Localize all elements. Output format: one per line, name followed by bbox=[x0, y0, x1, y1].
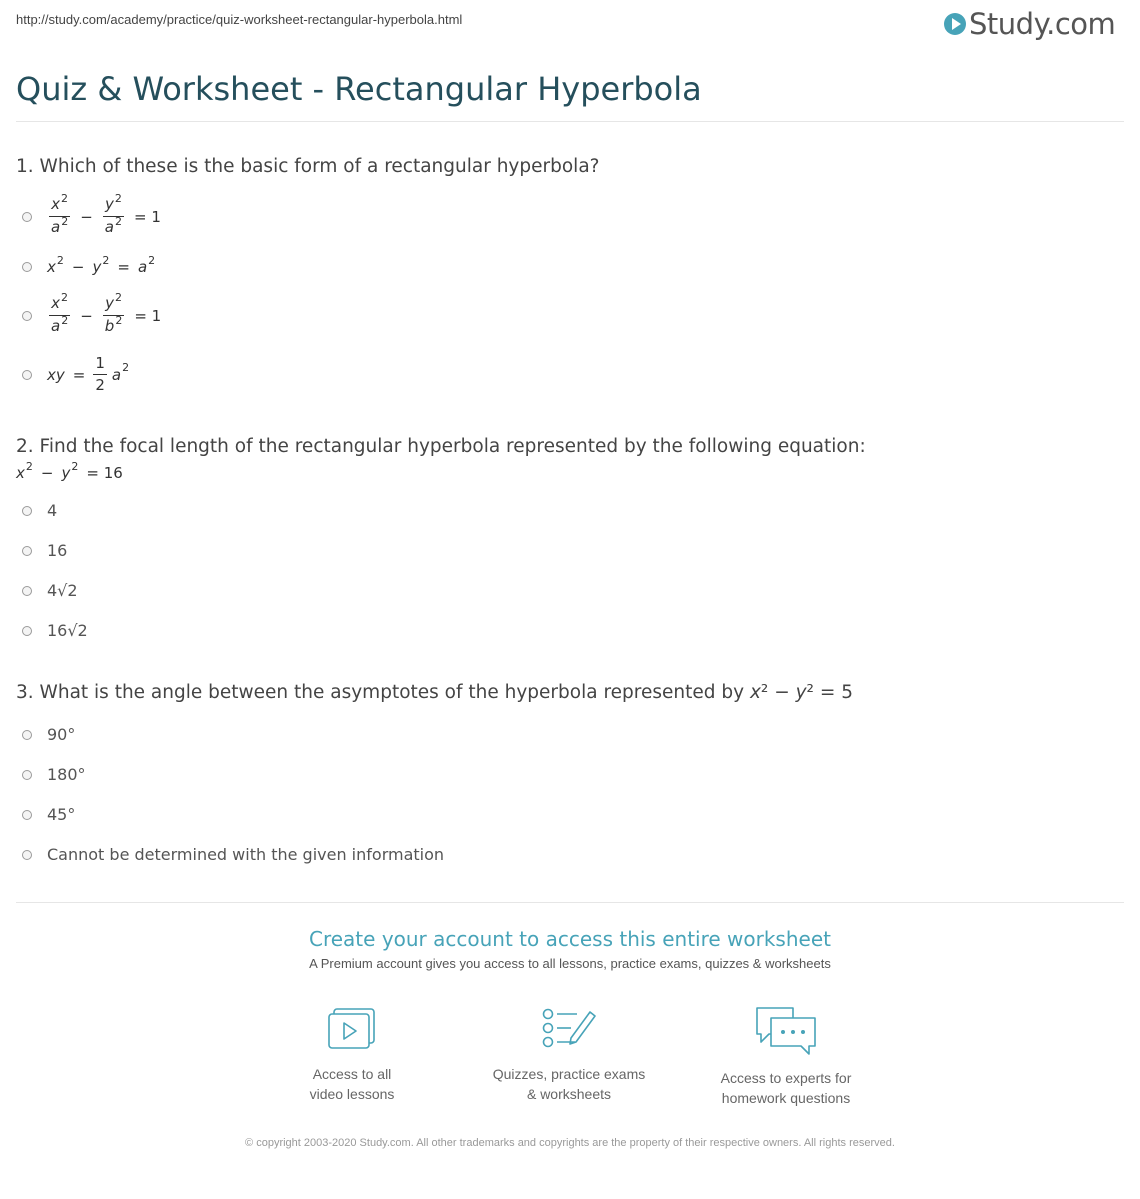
question-2: 2. Find the focal length of the rectangular hyperbola represented by the following equation: bbox=[16, 436, 866, 457]
question-2-equation: x 2 − y 2 = 16 bbox=[16, 459, 123, 482]
q2-option-b[interactable] bbox=[22, 541, 67, 560]
q2-option-a[interactable] bbox=[22, 501, 57, 520]
option-label: 90° bbox=[47, 725, 76, 744]
q1-option-b[interactable] bbox=[22, 253, 156, 276]
radio-button[interactable] bbox=[22, 546, 32, 556]
option-label: 16 bbox=[47, 541, 68, 560]
question-3: 3. What is the angle between the asymptotes of the hyperbola represented by x² − y² = 5 bbox=[16, 682, 853, 703]
promo-subtitle: A Premium account gives you access to all lessons, practice exams, quizzes & worksheets bbox=[309, 956, 831, 971]
radio-button[interactable] bbox=[22, 730, 32, 740]
radio-button[interactable] bbox=[22, 370, 32, 380]
page-url: http://study.com/academy/practice/quiz-worksheet-rectangular-hyperbola.html bbox=[16, 12, 463, 27]
q2-option-d[interactable] bbox=[22, 621, 88, 640]
option-label: 4 bbox=[47, 501, 58, 520]
option-label: 4√2 bbox=[47, 581, 78, 600]
feature-experts bbox=[676, 1006, 896, 1108]
q1-option-a[interactable] bbox=[22, 192, 161, 238]
feature-quizzes bbox=[459, 1006, 679, 1104]
feature-label: Quizzes, practice exams & worksheets bbox=[492, 1066, 646, 1102]
q3-option-a[interactable] bbox=[22, 725, 75, 744]
radio-button[interactable] bbox=[22, 626, 32, 636]
radio-button[interactable] bbox=[22, 262, 32, 272]
option-label: 45° bbox=[47, 805, 76, 824]
q3-option-d[interactable] bbox=[22, 845, 444, 864]
q3-option-c[interactable] bbox=[22, 805, 75, 824]
q1-option-c[interactable] bbox=[22, 291, 162, 337]
radio-button[interactable] bbox=[22, 586, 32, 596]
feature-label: Access to all video lessons bbox=[309, 1066, 395, 1102]
option-label: Cannot be determined with the given information bbox=[47, 845, 445, 864]
quiz-checklist-icon bbox=[541, 1006, 597, 1052]
divider bbox=[16, 121, 1124, 122]
question-1: 1. Which of these is the basic form of a rectangular hyperbola? bbox=[16, 156, 600, 177]
radio-button[interactable] bbox=[22, 311, 32, 321]
chat-bubbles-icon bbox=[753, 1006, 819, 1056]
divider bbox=[16, 902, 1124, 903]
option-formula: $\frac{x^2}{a^2}$ − $\frac{y^2}{b^2}$ = 1 bbox=[51, 291, 162, 335]
video-lessons-icon bbox=[326, 1006, 378, 1052]
radio-button[interactable] bbox=[22, 850, 32, 860]
q2-option-c[interactable] bbox=[22, 581, 78, 600]
play-logo-icon bbox=[944, 13, 966, 35]
option-formula: x 2 − y 2 = a 2 bbox=[47, 253, 156, 276]
create-account-link[interactable]: Create your account to access this entire worksheet bbox=[309, 927, 831, 951]
q3-option-b[interactable] bbox=[22, 765, 86, 784]
option-formula: xy = $\frac{1}{2}$ a 2 bbox=[47, 354, 130, 394]
q1-option-d[interactable] bbox=[22, 354, 129, 395]
radio-button[interactable] bbox=[22, 506, 32, 516]
logo-text: Study.com bbox=[969, 7, 1116, 41]
study-logo[interactable] bbox=[944, 6, 1115, 42]
radio-button[interactable] bbox=[22, 810, 32, 820]
feature-video-lessons bbox=[242, 1006, 462, 1104]
copyright: © copyright 2003-2020 Study.com. All other trademarks and copyrights are the property of their respective owners. All rights reserved. bbox=[245, 1137, 895, 1149]
feature-label: Access to experts for homework questions bbox=[720, 1070, 852, 1106]
option-formula: $\frac{x^2}{a^2}$ − $\frac{y^2}{a^2}$ = 1 bbox=[51, 192, 161, 236]
option-label: 180° bbox=[47, 765, 86, 784]
radio-button[interactable] bbox=[22, 770, 32, 780]
option-label: 16√2 bbox=[47, 621, 88, 640]
page-title: Quiz & Worksheet - Rectangular Hyperbola bbox=[16, 70, 702, 108]
radio-button[interactable] bbox=[22, 212, 32, 222]
